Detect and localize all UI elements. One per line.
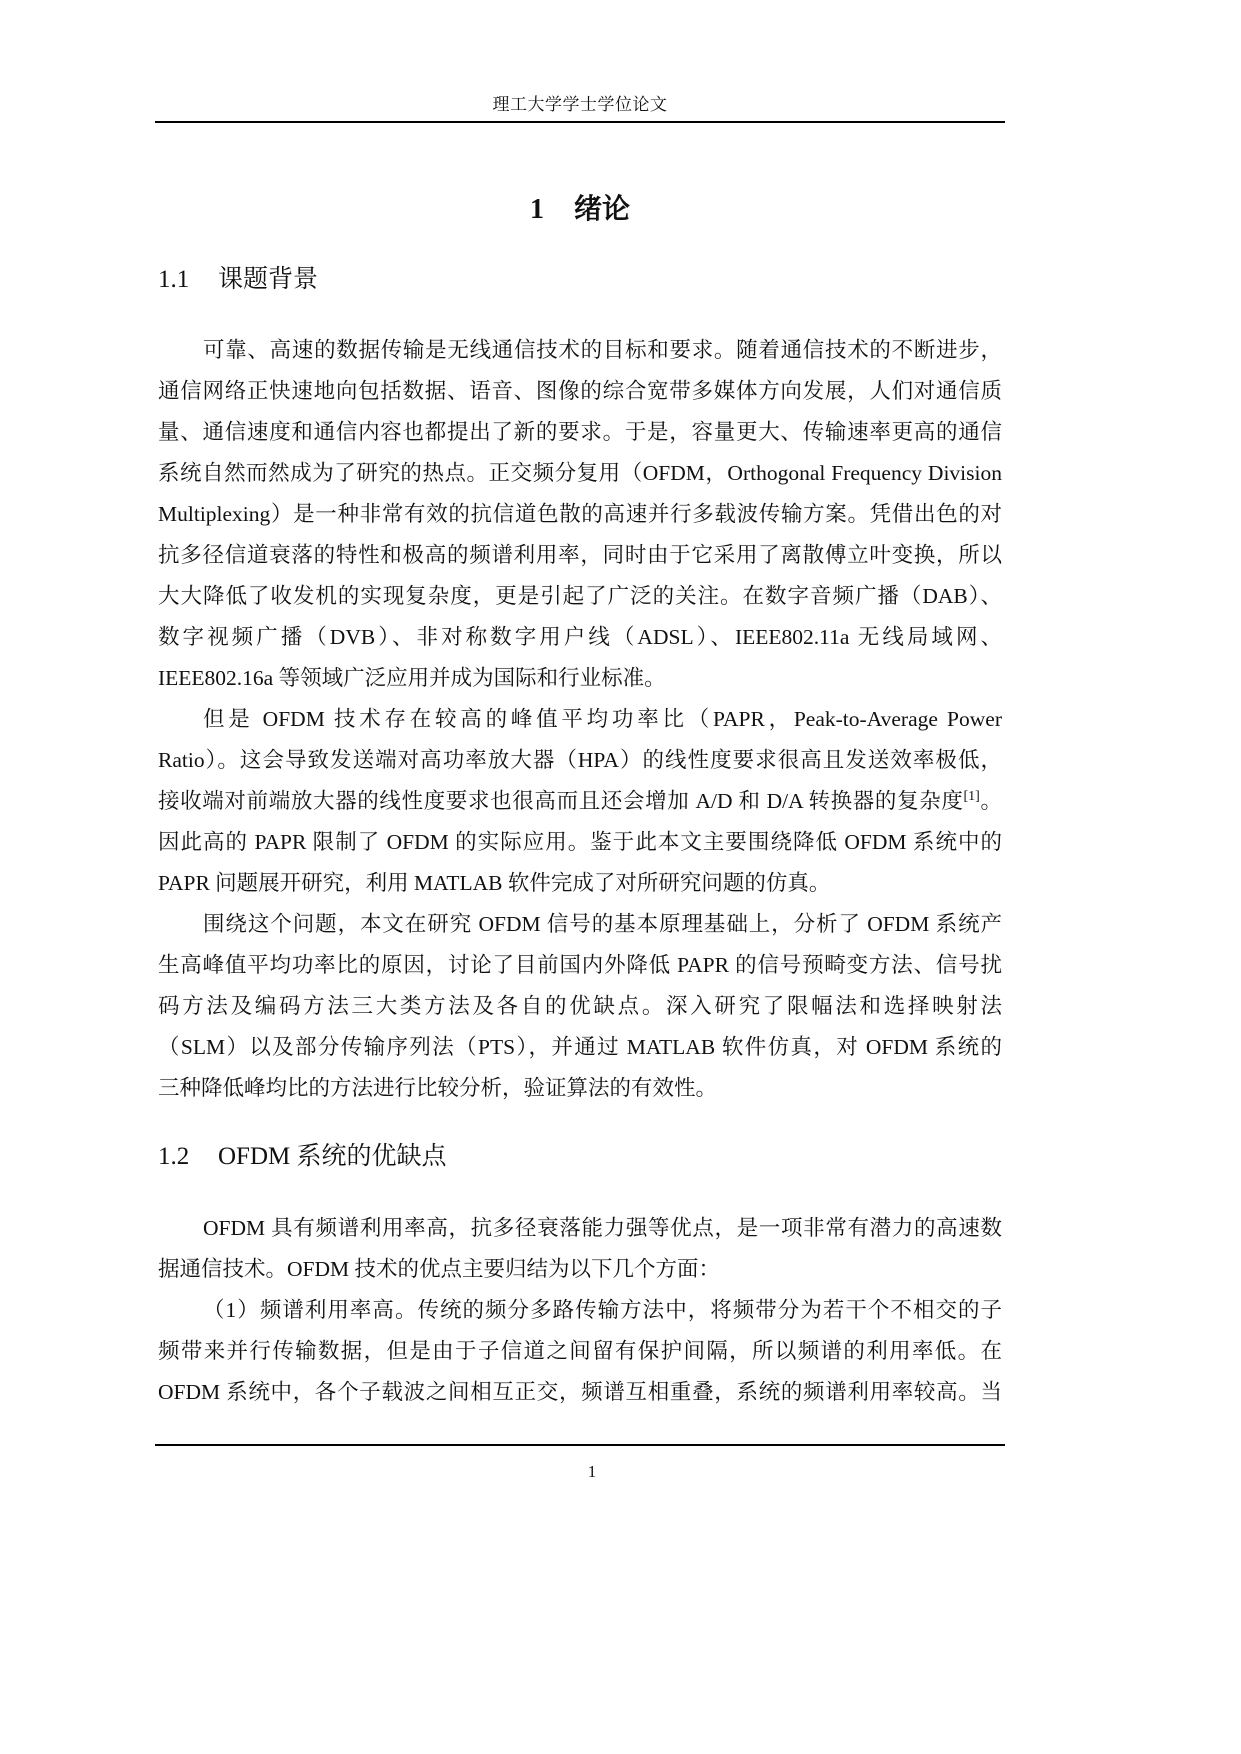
paragraph-line: OFDM 具有频谱利用率高，抗多径衰落能力强等优点，是一项非常有潜力的高速数 bbox=[203, 1216, 1002, 1240]
paragraph-line: Ratio）。这会导致发送端对高功率放大器（HPA）的线性度要求很高且发送效率极低， bbox=[158, 748, 1002, 772]
paragraph-line: （1）频谱利用率高。传统的频分多路传输方法中，将频带分为若干个不相交的子 bbox=[203, 1298, 1002, 1322]
paragraph-line: 据通信技术。OFDM 技术的优点主要归结为以下几个方面： bbox=[158, 1257, 721, 1281]
paragraph-line: 三种降低峰均比的方法进行比较分析，验证算法的有效性。 bbox=[158, 1076, 718, 1100]
paragraph-line bbox=[158, 781, 1002, 822]
paragraph-line: 数字视频广播（DVB）、非对称数字用户线（ADSL）、IEEE802.11a 无线局域网、 bbox=[158, 625, 1002, 649]
paragraph-line: 抗多径信道衰落的特性和极高的频谱利用率，同时由于它采用了离散傅立叶变换，所以 bbox=[158, 543, 1002, 567]
chapter-number: 1 bbox=[529, 194, 544, 225]
section-heading-1-1 bbox=[158, 261, 1002, 299]
paragraph-line: 大大降低了收发机的实现复杂度，更是引起了广泛的关注。在数字音频广播（DAB）、 bbox=[158, 584, 1002, 608]
section-1-2-body bbox=[158, 1208, 1002, 1413]
paragraph-background bbox=[158, 330, 1002, 699]
chapter-name: 绪论 bbox=[573, 194, 630, 225]
footer-rule bbox=[155, 1444, 1005, 1446]
paragraph-line: 通信网络正快速地向包括数据、语音、图像的综合宽带多媒体方向发展，人们对通信质 bbox=[158, 379, 1002, 403]
chapter-title bbox=[155, 190, 1005, 230]
section-title: OFDM 系统的优缺点 bbox=[218, 1143, 447, 1170]
section-title: 课题背景 bbox=[218, 266, 319, 293]
paragraph-line: IEEE802.16a 等领域广泛应用并成为国际和行业标准。 bbox=[158, 666, 666, 690]
citation-reference: [1] bbox=[963, 788, 980, 804]
paragraph-line: PAPR 问题展开研究，利用 MATLAB 软件完成了对所研究问题的仿真。 bbox=[158, 871, 831, 895]
paragraph-line: 可靠、高速的数据传输是无线通信技术的目标和要求。随着通信技术的不断进步， bbox=[203, 338, 1002, 362]
section-number: 1.1 bbox=[158, 266, 190, 293]
paragraph-ofdm-advantages-intro bbox=[158, 1208, 1002, 1290]
paragraph-line: 围绕这个问题，本文在研究 OFDM 信号的基本原理基础上，分析了 OFDM 系统产 bbox=[203, 912, 1002, 936]
paragraph-spectral-efficiency bbox=[158, 1290, 1002, 1413]
line-text-tail: 。 bbox=[979, 789, 1002, 813]
paragraph-line: 因此高的 PAPR 限制了 OFDM 的实际应用。鉴于此本文主要围绕降低 OFDM 系统中的 bbox=[158, 830, 1002, 854]
paragraph-research-scope bbox=[158, 904, 1002, 1109]
paragraph-line: 生高峰值平均功率比的原因，讨论了目前国内外降低 PAPR 的信号预畸变方法、信号扰 bbox=[158, 953, 1002, 977]
paragraph-line: 频带来并行传输数据，但是由于子信道之间留有保护间隔，所以频谱的利用率低。在 bbox=[158, 1339, 1002, 1363]
section-1-1-body bbox=[158, 330, 1002, 1109]
paragraph-line: 量、通信速度和通信内容也都提出了新的要求。于是，容量更大、传输速率更高的通信 bbox=[158, 420, 1002, 444]
section-number: 1.2 bbox=[158, 1143, 190, 1170]
header-rule bbox=[155, 121, 1005, 123]
paragraph-line: （SLM）以及部分传输序列法（PTS），并通过 MATLAB 软件仿真，对 OFDM 系统的 bbox=[158, 1035, 1002, 1059]
paragraph-line: 但是 OFDM 技术存在较高的峰值平均功率比（PAPR，Peak-to-Average Power bbox=[203, 707, 1002, 731]
paragraph-line: OFDM 系统中，各个子载波之间相互正交，频谱互相重叠，系统的频谱利用率较高。当 bbox=[158, 1380, 1002, 1404]
page-number: 1 bbox=[587, 1462, 597, 1481]
line-text: 接收端对前端放大器的线性度要求也很高而且还会增加 A/D 和 D/A 转换器的复杂度 bbox=[158, 789, 964, 813]
section-heading-1-2 bbox=[158, 1138, 1002, 1176]
paragraph-papr-problem bbox=[158, 699, 1002, 904]
running-header: 理工大学学士学位论文 bbox=[492, 95, 668, 114]
paragraph-line: 系统自然而然成为了研究的热点。正交频分复用（OFDM，Orthogonal Frequency Division bbox=[158, 461, 1002, 485]
paragraph-line: 码方法及编码方法三大类方法及各自的优缺点。深入研究了限幅法和选择映射法 bbox=[158, 994, 1002, 1018]
paragraph-line: Multiplexing）是一种非常有效的抗信道色散的高速并行多载波传输方案。凭借出色的对 bbox=[158, 502, 1002, 526]
